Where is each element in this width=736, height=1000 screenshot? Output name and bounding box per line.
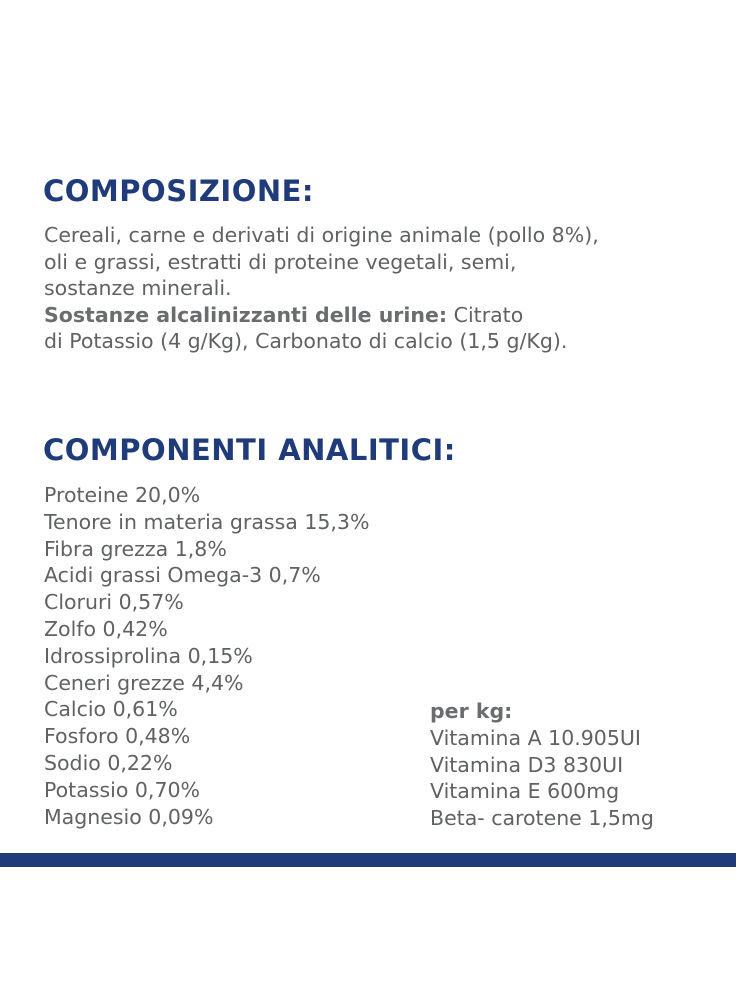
composition-line: Cereali, carne e derivati di origine animale (pollo 8%), — [44, 223, 599, 247]
analytics-item: Idrossiprolina 0,15% — [44, 643, 253, 668]
alkalizing-label: Sostanze alcalinizzanti delle urine: — [44, 302, 448, 327]
analytics-item: Magnesio 0,09% — [44, 804, 214, 829]
analytics-item: Calcio 0,61% — [44, 697, 178, 722]
alkalizing-line — [44, 302, 714, 329]
analytics-item: Zolfo 0,42% — [44, 616, 168, 641]
analytics-list — [44, 482, 369, 830]
analytics-item: Ceneri grezze 4,4% — [44, 670, 244, 695]
analytics-item: Cloruri 0,57% — [44, 590, 184, 615]
analytics-item: Potassio 0,70% — [44, 777, 201, 802]
analytics-item: Tenore in materia grassa 15,3% — [44, 509, 370, 534]
analytics-heading: COMPONENTI ANALITICI: — [43, 433, 456, 467]
analytics-item: Acidi grassi Omega-3 0,7% — [44, 563, 321, 588]
alkalizing-line-2: di Potassio (4 g/Kg), Carbonato di calcio (1,5 g/Kg). — [44, 329, 568, 353]
analytics-item: Sodio 0,22% — [44, 750, 173, 775]
per-kg-item: Beta- carotene 1,5mg — [430, 806, 654, 831]
composition-line: oli e grassi, estratti di proteine vegetali, semi, — [44, 249, 517, 274]
analytics-item: Fosforo 0,48% — [44, 724, 191, 749]
per-kg-list — [430, 725, 654, 832]
composition-line: sostanze minerali. — [44, 276, 232, 300]
footer-divider-bar — [0, 853, 736, 867]
analytics-item: Proteine 20,0% — [44, 483, 201, 507]
per-kg-item: Vitamina E 600mg — [430, 779, 620, 804]
per-kg-title: per kg: — [430, 699, 513, 723]
composition-heading: COMPOSIZIONE: — [43, 174, 315, 208]
per-kg-section — [430, 698, 654, 832]
analytics-item: Fibra grezza 1,8% — [44, 536, 227, 561]
per-kg-item: Vitamina D3 830UI — [430, 752, 624, 777]
per-kg-item: Vitamina A 10.905UI — [430, 725, 641, 750]
composition-text — [44, 222, 714, 355]
alkalizing-text: Citrato — [447, 302, 524, 327]
